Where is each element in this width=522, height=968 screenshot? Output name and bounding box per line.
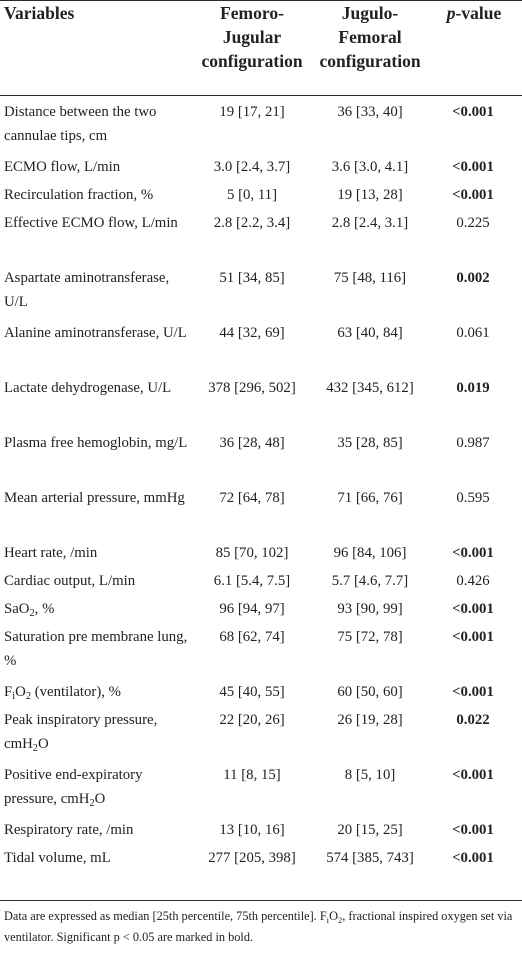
table-body (0, 96, 522, 870)
cell-variable: $F_iO_2$ (ventilator), % (4, 684, 121, 703)
table-row (0, 842, 522, 870)
cell-variable: ECMO flow, L/min (4, 159, 121, 175)
table-row (0, 565, 522, 593)
cell-p-value: 0.022 (456, 712, 490, 728)
header-p-rest: -value (455, 3, 502, 23)
table-row (0, 704, 522, 759)
header-jf-line1: Jugulo- (341, 3, 399, 23)
cell-jugulo-femoral: 574 [385, 743] (326, 850, 414, 866)
cell-p-value: <0.001 (452, 767, 494, 783)
table-row (0, 676, 522, 704)
cell-variable: Positive end-expiratory pressure, cmH$_2$O (4, 767, 143, 810)
cell-variable: SaO$_2$, % (4, 601, 55, 620)
table-row (0, 593, 522, 621)
cell-p-value: <0.001 (452, 822, 494, 838)
cell-femoro-jugular: 378 [296, 502] (208, 380, 296, 396)
cell-jugulo-femoral: 93 [90, 99] (337, 601, 403, 617)
table-footnote: Data are expressed as median [25th percentile, 75th percentile]. $F_iO_2$, fractional inspired oxygen set via ventilator. Significant p < 0.05 are marked in bold. (4, 909, 513, 944)
cell-p-value: <0.001 (452, 104, 494, 120)
cell-jugulo-femoral: 35 [28, 85] (337, 435, 403, 451)
cell-jugulo-femoral: 19 [13, 28] (337, 187, 403, 203)
cell-jugulo-femoral: 5.7 [4.6, 7.7] (331, 573, 409, 589)
table-row (0, 814, 522, 842)
cell-jugulo-femoral: 26 [19, 28] (337, 712, 403, 728)
cell-femoro-jugular: 36 [28, 48] (219, 435, 285, 451)
cell-p-value: 0.002 (456, 270, 490, 286)
cell-variable: Distance between the two cannulae tips, cm (4, 104, 157, 144)
cell-femoro-jugular: 13 [10, 16] (219, 822, 285, 838)
cell-p-value: 0.061 (456, 325, 490, 341)
cell-jugulo-femoral: 96 [84, 106] (333, 545, 407, 561)
cell-femoro-jugular: 85 [70, 102] (215, 545, 289, 561)
table-row (0, 151, 522, 179)
cell-femoro-jugular: 6.1 [5.4, 7.5] (213, 573, 291, 589)
header-variables: Variables (4, 3, 75, 23)
cell-jugulo-femoral: 8 [5, 10] (344, 767, 396, 783)
cell-jugulo-femoral: 60 [50, 60] (337, 684, 403, 700)
cell-jugulo-femoral: 3.6 [3.0, 4.1] (331, 159, 409, 175)
cell-p-value: 0.019 (456, 380, 490, 396)
cell-p-value: 0.987 (456, 435, 490, 451)
cell-variable: Saturation pre membrane lung, % (4, 629, 188, 669)
cell-jugulo-femoral: 36 [33, 40] (337, 104, 403, 120)
cell-p-value: 0.595 (456, 490, 490, 506)
cell-p-value: <0.001 (452, 159, 494, 175)
cell-femoro-jugular: 19 [17, 21] (219, 104, 285, 120)
cell-p-value: <0.001 (452, 850, 494, 866)
header-fj-line3: configuration (201, 51, 303, 71)
cell-femoro-jugular: 68 [62, 74] (219, 629, 285, 645)
cell-p-value: <0.001 (452, 601, 494, 617)
table-row (0, 621, 522, 676)
cell-variable: Effective ECMO flow, L/min (4, 215, 178, 231)
cell-p-value: <0.001 (452, 684, 494, 700)
table-row (0, 372, 522, 427)
cell-variable: Peak inspiratory pressure, cmH$_2$O (4, 712, 158, 755)
cell-p-value: <0.001 (452, 187, 494, 203)
table-row (0, 537, 522, 565)
cell-variable: Respiratory rate, /min (4, 822, 134, 838)
header-fj-line1: Femoro- (220, 3, 284, 23)
cell-femoro-jugular: 96 [94, 97] (219, 601, 285, 617)
cell-jugulo-femoral: 75 [72, 78] (337, 629, 403, 645)
cell-variable: Lactate dehydrogenase, U/L (4, 380, 172, 396)
cell-femoro-jugular: 51 [34, 85] (219, 270, 285, 286)
cell-variable: Recirculation fraction, % (4, 187, 154, 203)
cell-variable: Alanine aminotransferase, U/L (4, 325, 187, 341)
cell-p-value: 0.426 (456, 573, 490, 589)
header-p-italic: p (446, 3, 456, 23)
table-row (0, 179, 522, 207)
cell-femoro-jugular: 45 [40, 55] (219, 684, 285, 700)
bottom-rule (0, 900, 522, 901)
table-row (0, 482, 522, 537)
cell-jugulo-femoral: 432 [345, 612] (326, 380, 414, 396)
cell-femoro-jugular: 2.8 [2.2, 3.4] (213, 215, 291, 231)
header-jf-line2: Femoral (338, 27, 402, 47)
cell-p-value: <0.001 (452, 629, 494, 645)
cell-jugulo-femoral: 71 [66, 76] (337, 490, 403, 506)
cell-variable: Cardiac output, L/min (4, 573, 136, 589)
cell-femoro-jugular: 5 [0, 11] (227, 187, 277, 203)
cell-femoro-jugular: 44 [32, 69] (219, 325, 285, 341)
cell-p-value: <0.001 (452, 545, 494, 561)
cell-p-value: 0.225 (456, 215, 490, 231)
cell-variable: Aspartate aminotransferase, U/L (4, 270, 170, 310)
header-femoro-jugular (196, 1, 308, 73)
cell-jugulo-femoral: 20 [15, 25] (337, 822, 403, 838)
cell-femoro-jugular: 72 [64, 78] (219, 490, 285, 506)
cell-femoro-jugular: 3.0 [2.4, 3.7] (213, 159, 291, 175)
table-row (0, 759, 522, 814)
cell-jugulo-femoral: 63 [40, 84] (337, 325, 403, 341)
table-row (0, 96, 522, 151)
cell-jugulo-femoral: 75 [48, 116] (333, 270, 407, 286)
table-row (0, 262, 522, 317)
header-fj-line2: Jugular (222, 27, 282, 47)
cell-femoro-jugular: 11 [8, 15] (223, 767, 281, 783)
header-jf-line3: configuration (319, 51, 421, 71)
cell-variable: Heart rate, /min (4, 545, 98, 561)
cell-femoro-jugular: 277 [205, 398] (208, 850, 296, 866)
cell-variable: Plasma free hemoglobin, mg/L (4, 435, 188, 451)
header-p-value (432, 1, 516, 25)
header-jugulo-femoral (308, 1, 432, 73)
table-row (0, 317, 522, 372)
cell-femoro-jugular: 22 [20, 26] (219, 712, 285, 728)
cell-variable: Tidal volume, mL (4, 850, 111, 866)
table-row (0, 427, 522, 482)
cell-variable: Mean arterial pressure, mmHg (4, 490, 185, 506)
cell-jugulo-femoral: 2.8 [2.4, 3.1] (331, 215, 409, 231)
table-row (0, 207, 522, 262)
